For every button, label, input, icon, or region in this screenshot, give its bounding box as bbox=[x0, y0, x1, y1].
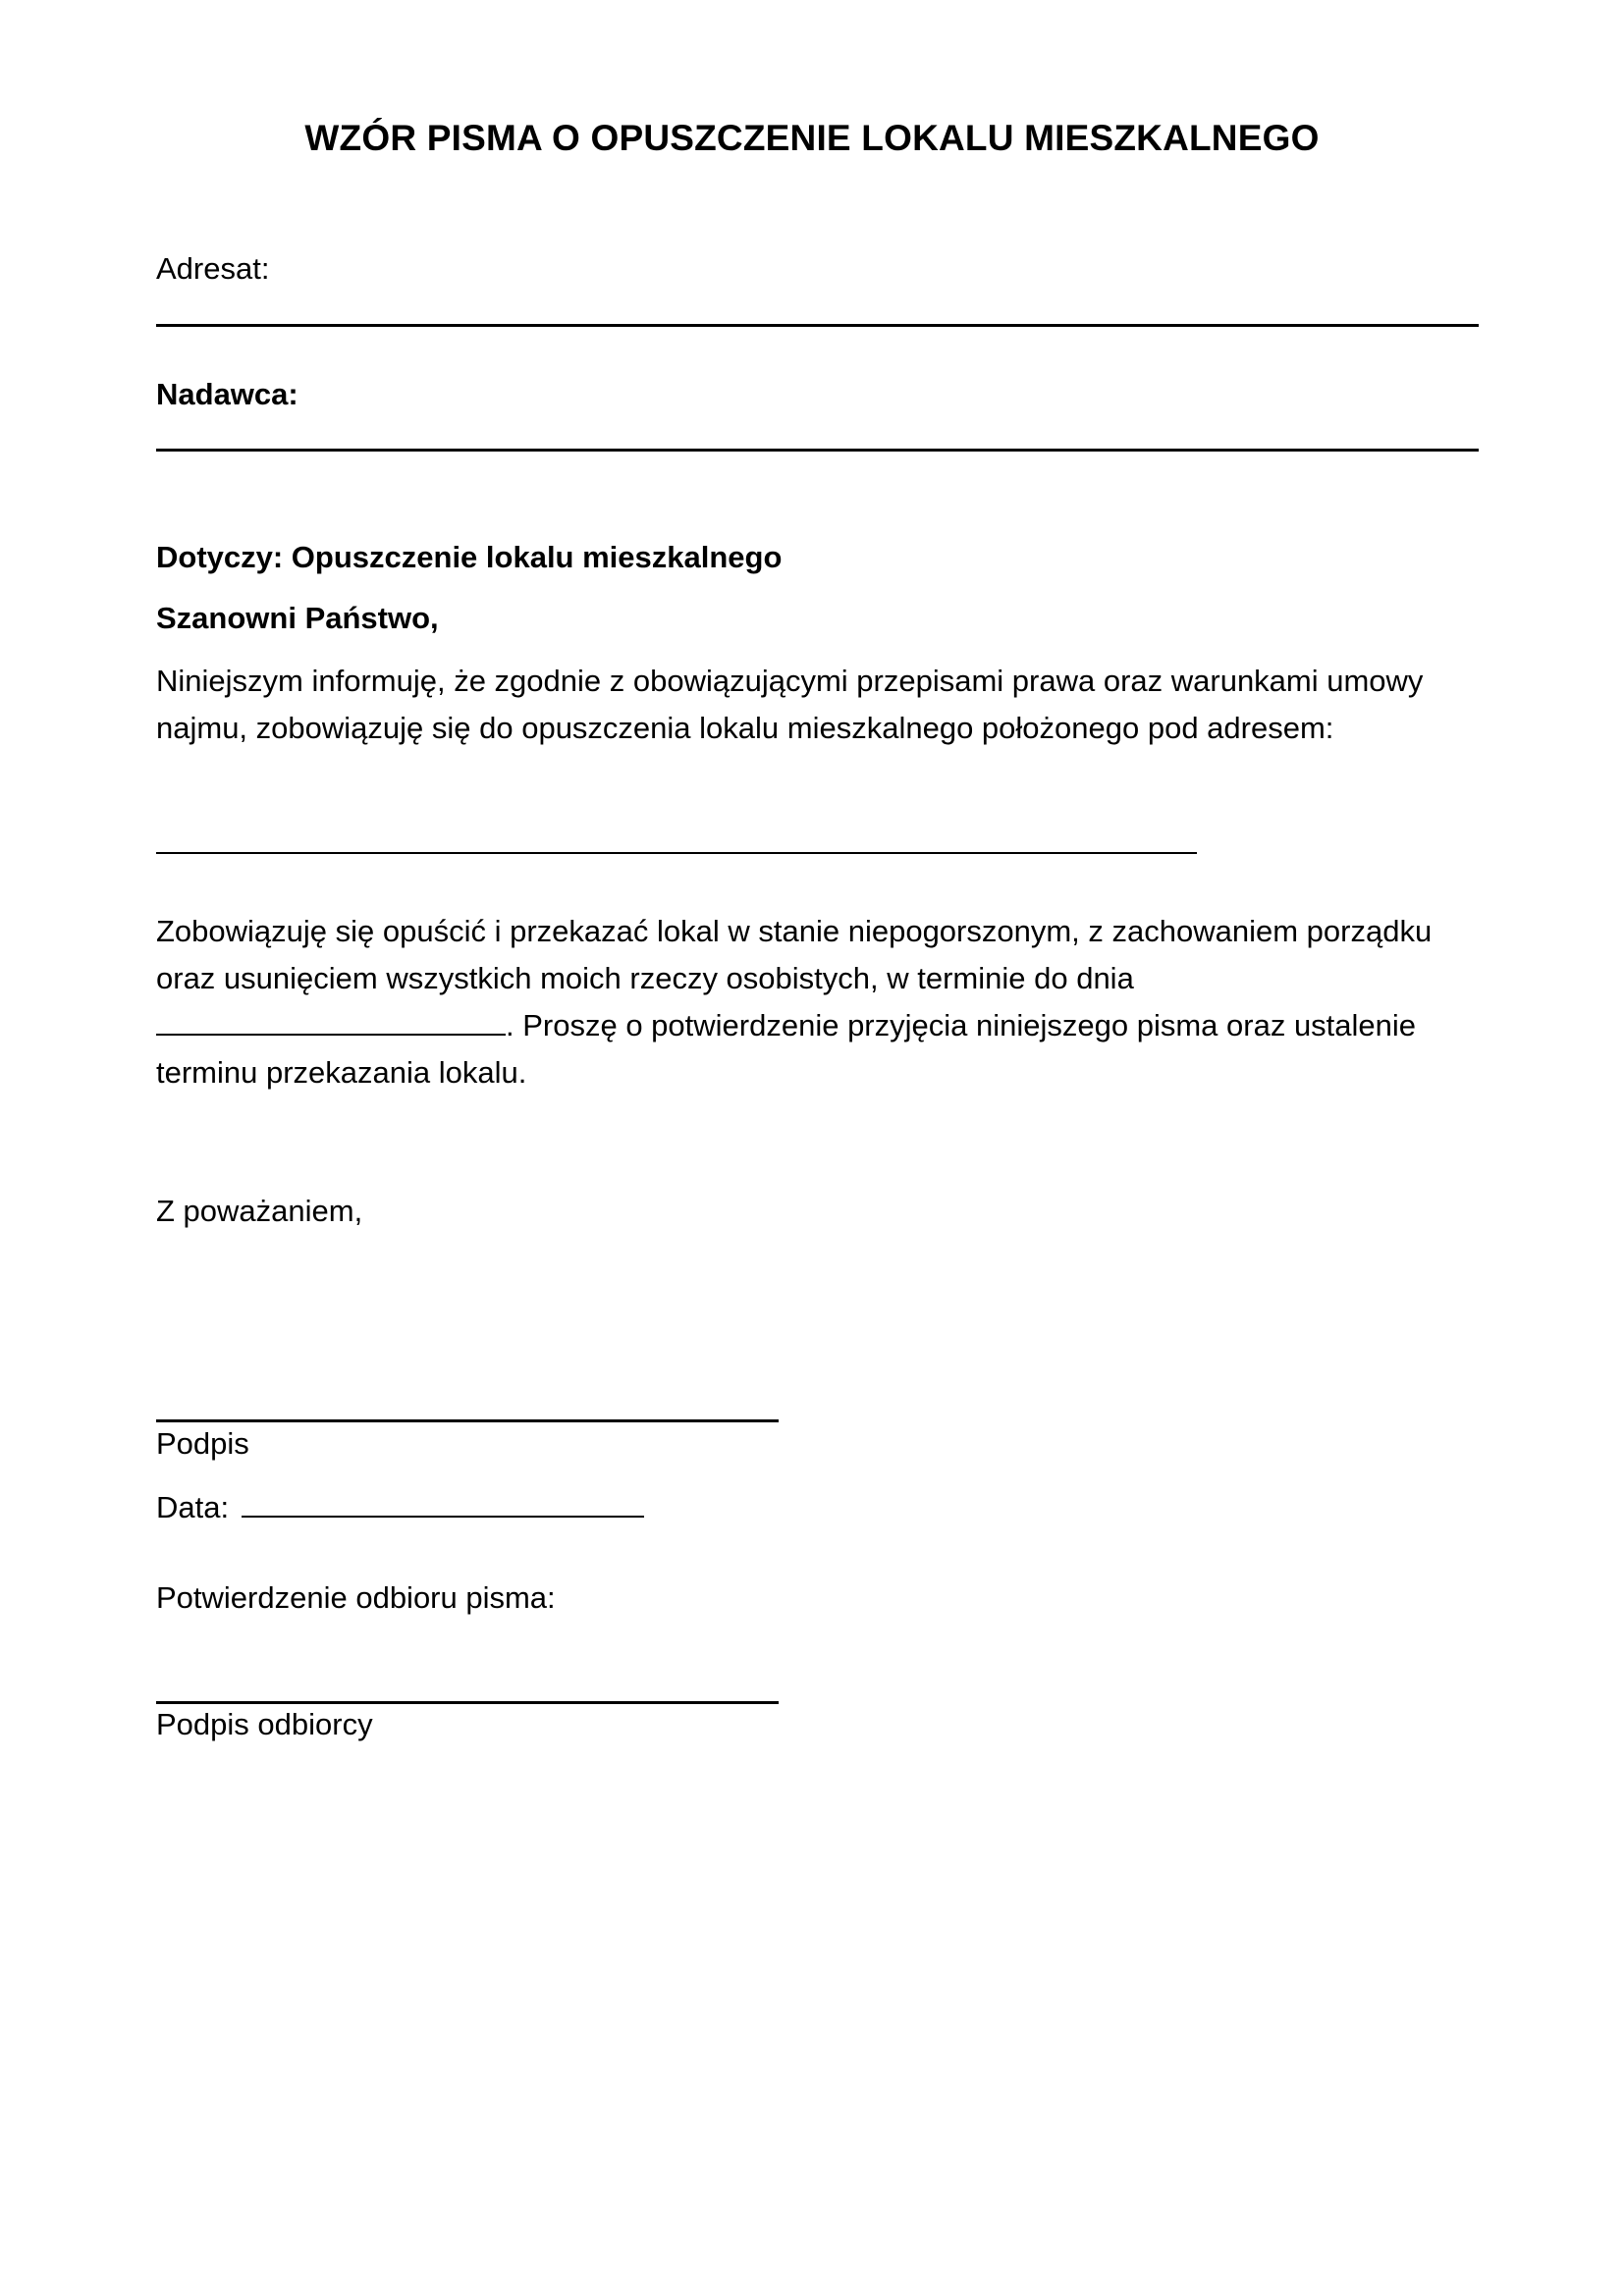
date-blank[interactable] bbox=[242, 1486, 644, 1518]
recipient-signature-label: Podpis odbiorcy bbox=[156, 1707, 373, 1741]
sender-label: Nadawca: bbox=[156, 377, 298, 411]
paragraph2-line3-text: . Proszę o potwierdzenie przyjęcia niniejszego pisma oraz ustalenie bbox=[506, 1008, 1417, 1042]
paragraph2-line3 bbox=[156, 1002, 1416, 1049]
signature-label: Podpis bbox=[156, 1426, 249, 1461]
addressee-label: Adresat: bbox=[156, 251, 270, 286]
salutation: Szanowni Państwo, bbox=[156, 601, 439, 635]
receipt-label: Potwierdzenie odbioru pisma: bbox=[156, 1580, 556, 1615]
paragraph2-line1: Zobowiązuję się opuścić i przekazać lokal w stanie niepogorszonym, z zachowaniem porządku bbox=[156, 914, 1433, 948]
date-label: Data: bbox=[156, 1490, 230, 1524]
sender-line[interactable] bbox=[156, 449, 1479, 452]
paragraph1-line1: Niniejszym informuję, że zgodnie z obowiązującymi przepisami prawa oraz warunkami umowy bbox=[156, 664, 1424, 698]
address-blank-line[interactable] bbox=[156, 852, 1197, 854]
paragraph2-line4: terminu przekazania lokalu. bbox=[156, 1055, 527, 1090]
subject-line: Dotyczy: Opuszczenie lokalu mieszkalnego bbox=[156, 540, 783, 574]
document-title: WZÓR PISMA O OPUSZCZENIE LOKALU MIESZKALNEGO bbox=[304, 118, 1320, 158]
paragraph1-line2: najmu, zobowiązuję się do opuszczenia lokalu mieszkalnego położonego pod adresem: bbox=[156, 711, 1334, 745]
paragraph2-line2: oraz usunięciem wszystkich moich rzeczy osobistych, w terminie do dnia bbox=[156, 961, 1134, 995]
date-row bbox=[156, 1484, 644, 1531]
signature-line[interactable] bbox=[156, 1419, 779, 1422]
closing: Z poważaniem, bbox=[156, 1194, 363, 1228]
addressee-line[interactable] bbox=[156, 324, 1479, 327]
deadline-date-blank[interactable] bbox=[156, 1004, 506, 1036]
